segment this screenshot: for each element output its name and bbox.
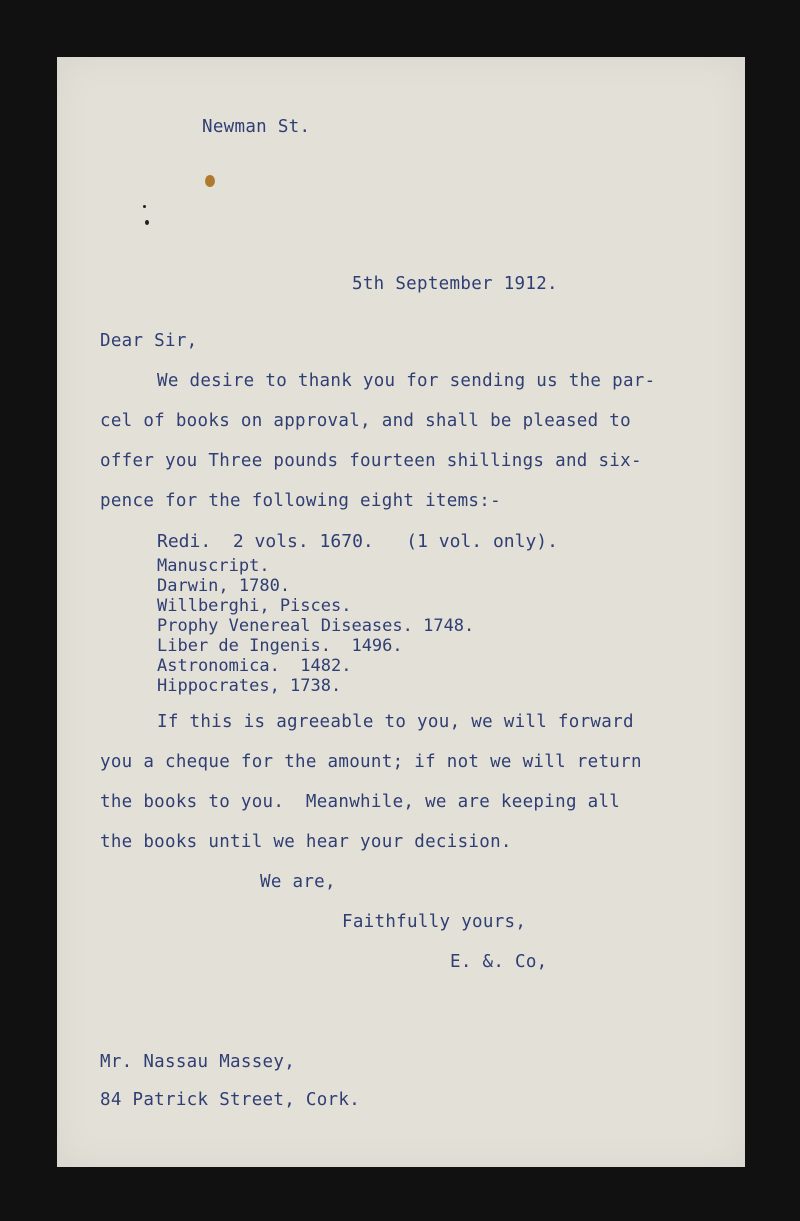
book-item: Redi. 2 vols. 1670. (1 vol. only). [157, 531, 558, 552]
book-item: Darwin, 1780. [157, 576, 291, 596]
body-line: the books until we hear your decision. [100, 832, 512, 852]
book-item: Willberghi, Pisces. [157, 596, 352, 616]
body-line: the books to you. Meanwhile, we are keeping all [100, 792, 621, 812]
body-line: offer you Three pounds fourteen shillings and six- [100, 451, 642, 471]
book-item: Prophy Venereal Diseases. 1748. [157, 616, 475, 636]
ink-stain [145, 220, 149, 225]
ink-stain [205, 175, 215, 187]
salutation: Dear Sir, [100, 331, 198, 351]
book-item: Liber de Ingenis. 1496. [157, 636, 403, 656]
body-line: We desire to thank you for sending us the par- [157, 371, 656, 391]
address-line: Newman St. [202, 117, 311, 137]
signature: E. &. Co, [450, 952, 548, 972]
book-item: Manuscript. [157, 556, 270, 576]
body-line: cel of books on approval, and shall be pleased to [100, 411, 631, 431]
book-item: Astronomica. 1482. [157, 656, 352, 676]
recipient-name: Mr. Nassau Massey, [100, 1052, 296, 1072]
letter-page [57, 57, 745, 1167]
recipient-address: 84 Patrick Street, Cork. [100, 1090, 361, 1110]
ink-stain [143, 205, 146, 208]
body-line: If this is agreeable to you, we will forward [157, 712, 634, 732]
body-line: pence for the following eight items:- [100, 491, 501, 511]
closing-line: We are, [260, 872, 336, 892]
date-line: 5th September 1912. [352, 274, 558, 294]
closing-line: Faithfully yours, [342, 912, 527, 932]
book-item: Hippocrates, 1738. [157, 676, 342, 696]
body-line: you a cheque for the amount; if not we will return [100, 752, 642, 772]
